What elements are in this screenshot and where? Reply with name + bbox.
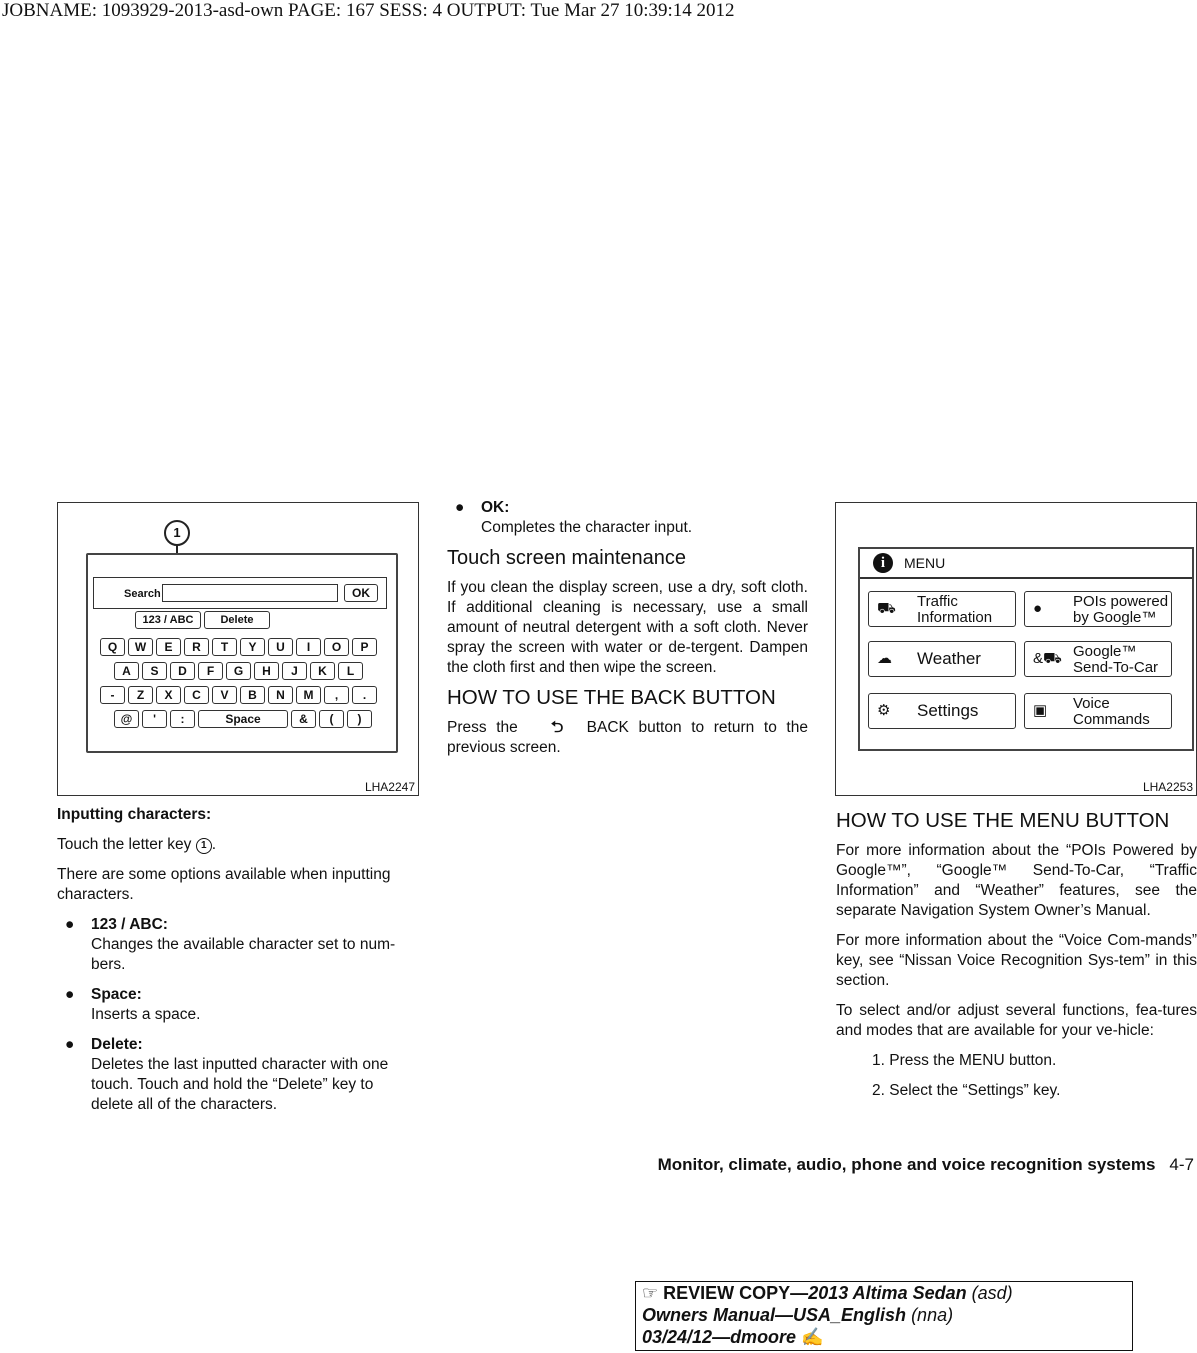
bullet-title: OK: [481, 499, 510, 516]
bullet-text: Changes the available character set to num-bers. [91, 936, 396, 973]
button-line1: POIs powered [1073, 593, 1169, 610]
keyboard-key[interactable]: Y [240, 638, 265, 656]
review-line-3 [642, 1326, 1132, 1348]
step-item: 2. Select the “Settings” key. [872, 1082, 1061, 1099]
review-date: 03/24/12—dmoore [642, 1327, 797, 1347]
page-footer [658, 1155, 1194, 1175]
review-copy-box [635, 1281, 1133, 1351]
traffic-information-button[interactable] [868, 591, 1016, 627]
button-line2: Information [917, 609, 993, 626]
delete-key[interactable]: Delete [204, 611, 270, 629]
keyboard-key[interactable]: . [352, 686, 377, 704]
left-column [57, 805, 419, 1125]
bullet-text: Inserts a space. [91, 1006, 201, 1023]
bullet-dot: ● [65, 916, 75, 933]
intro-paragraph: There are some options available when inputting characters. [57, 866, 391, 903]
maintenance-heading: Touch screen maintenance [447, 547, 687, 569]
keyboard-key[interactable]: F [198, 662, 223, 680]
touch-end: . [211, 836, 217, 853]
back-text-pre: Press the [447, 719, 518, 736]
menu-screen [858, 547, 1194, 751]
touch-paragraph [57, 835, 419, 855]
search-label: Search [124, 588, 161, 600]
section-heading: Inputting characters: [57, 806, 212, 823]
right-column [836, 803, 1197, 1111]
keyboard-key[interactable]: : [170, 710, 195, 728]
pois-powered-by-google-button[interactable] [1024, 591, 1172, 627]
middle-column [447, 498, 808, 768]
weather-icon: ☁ [877, 650, 892, 667]
keyboard-key[interactable]: U [268, 638, 293, 656]
keyboard-key[interactable]: @ [114, 710, 139, 728]
back-text-post: BACK button to return to the previous screen. [447, 719, 808, 756]
bullet-text: Deletes the last inputted character with one touch. Touch and hold the “Delete” key to delete all of the characters. [91, 1056, 389, 1113]
back-paragraph [447, 718, 808, 758]
keyboard-key[interactable]: V [212, 686, 237, 704]
keyboard-key[interactable]: ) [347, 710, 372, 728]
keyboard-key[interactable]: Z [128, 686, 153, 704]
button-line1: Traffic [917, 593, 958, 610]
keyboard-key[interactable]: P [352, 638, 377, 656]
menu-title: MENU [904, 555, 946, 571]
keyboard-key[interactable]: , [324, 686, 349, 704]
bullet-title: Delete: [91, 1036, 143, 1053]
figure-code: LHA2247 [364, 780, 415, 794]
button-line1: Settings [917, 701, 979, 720]
callout-marker: 1 [164, 520, 190, 546]
keyboard-key[interactable]: ' [142, 710, 167, 728]
keyboard-key[interactable]: I [296, 638, 321, 656]
bullet-title: Space: [91, 986, 142, 1003]
keyboard-key[interactable]: T [212, 638, 237, 656]
info-icon: i [873, 553, 893, 573]
back-arrow-icon: ⮌ [550, 719, 564, 736]
settings-button[interactable] [868, 693, 1016, 729]
menu-figure [835, 502, 1197, 796]
bullet-item [57, 985, 419, 1025]
keyboard-screen [86, 553, 398, 753]
weather-button[interactable] [868, 641, 1016, 677]
voice-commands-button[interactable] [1024, 693, 1172, 729]
keyboard-key[interactable]: M [296, 686, 321, 704]
keyboard-key[interactable]: X [156, 686, 181, 704]
button-line1: Weather [917, 649, 981, 668]
back-button-heading: HOW TO USE THE BACK BUTTON [447, 686, 776, 709]
manual-name: Owners Manual—USA_English [642, 1305, 907, 1325]
keyboard-key[interactable]: L [338, 662, 363, 680]
bullet-item [57, 1035, 419, 1115]
review-line-1 [642, 1282, 1132, 1304]
step-item: 1. Press the MENU button. [872, 1052, 1057, 1069]
model-name: 2013 Altima Sedan [808, 1283, 967, 1303]
page-number: 4-7 [1169, 1155, 1194, 1174]
pointing-hand-icon: ☞ [642, 1283, 659, 1303]
button-line1: Voice [1073, 695, 1110, 712]
voice-icon: ▣ [1033, 702, 1048, 719]
keyboard-figure [57, 502, 419, 796]
mode-key[interactable]: 123 / ABC [135, 611, 201, 629]
keyboard-key[interactable]: H [254, 662, 279, 680]
keyboard-key[interactable]: W [128, 638, 153, 656]
button-line2: by Google™ [1073, 609, 1157, 626]
keyboard-key[interactable]: C [184, 686, 209, 704]
keyboard-key[interactable]: R [184, 638, 209, 656]
bullet-item [57, 915, 419, 975]
ok-key[interactable]: OK [344, 584, 378, 602]
touch-text: Touch the letter key [57, 836, 196, 853]
keyboard-key[interactable]: D [170, 662, 195, 680]
keyboard-key[interactable]: ( [319, 710, 344, 728]
review-line-2 [642, 1304, 1132, 1326]
bullet-title: 123 / ABC: [91, 916, 168, 933]
callout-ref: 1 [196, 838, 212, 854]
button-line1: Google™ [1073, 643, 1137, 660]
maintenance-paragraph: If you clean the display screen, use a dry, soft cloth. If additional cleaning is necessary, use a small amount of neutral detergent with a soft cloth. Never spray the screen with water or de-tergent. Dampen the cloth first and then wipe the screen. [447, 579, 808, 676]
button-line2: Send-To-Car [1073, 659, 1159, 676]
button-line2: Commands [1073, 711, 1150, 728]
review-label: REVIEW COPY— [663, 1283, 809, 1303]
keyboard-key[interactable]: G [226, 662, 251, 680]
keyboard-key[interactable]: S [142, 662, 167, 680]
paragraph: To select and/or adjust several functions, fea-tures and modes that are available for your ve-hicle: [836, 1002, 1197, 1039]
keyboard-key[interactable]: K [310, 662, 335, 680]
google-send-to-car-button[interactable] [1024, 641, 1172, 677]
keyboard-key[interactable]: A [114, 662, 139, 680]
paragraph: For more information about the “POIs Powered by Google™”, “Google™ Send-To-Car, “Traffic Information” and “Weather” features, see the separate Navigation System Owner’s Manual. [836, 842, 1197, 919]
send-to-car-icon: &⛟ [1033, 650, 1062, 667]
menu-title-rule [860, 577, 1192, 579]
keyboard-key[interactable]: J [282, 662, 307, 680]
manual-code: (nna) [906, 1305, 954, 1325]
figure-code: LHA2253 [1142, 780, 1193, 794]
keyboard-key[interactable]: E [156, 638, 181, 656]
keyboard-key[interactable]: - [100, 686, 125, 704]
bullet-dot: ● [65, 986, 75, 1003]
keyboard-key[interactable]: & [291, 710, 316, 728]
keyboard-key[interactable]: N [268, 686, 293, 704]
menu-button-heading: HOW TO USE THE MENU BUTTON [836, 809, 1170, 832]
bullet-text: Completes the character input. [481, 519, 693, 536]
gear-icon: ⚙ [877, 702, 891, 719]
search-input[interactable] [162, 584, 338, 602]
writing-hand-icon: ✍ [801, 1327, 824, 1347]
keyboard-key[interactable]: Q [100, 638, 125, 656]
model-code: (asd) [966, 1283, 1013, 1303]
paragraph: For more information about the “Voice Com-mands” key, see “Nissan Voice Recognition Sys-tem” in this section. [836, 932, 1197, 989]
poi-icon: ● [1033, 600, 1043, 617]
job-header: JOBNAME: 1093929-2013-asd-own PAGE: 167 SESS: 4 OUTPUT: Tue Mar 27 10:39:14 2012 [2, 0, 735, 21]
bullet-dot: ● [455, 499, 465, 516]
keyboard-key[interactable]: O [324, 638, 349, 656]
keyboard-key[interactable]: B [240, 686, 265, 704]
bullet-dot: ● [65, 1036, 75, 1053]
traffic-icon: ⛟ [877, 600, 896, 617]
bullet-item [447, 498, 808, 538]
section-title: Monitor, climate, audio, phone and voice recognition systems [657, 1155, 1156, 1174]
keyboard-key[interactable]: Space [198, 710, 288, 728]
